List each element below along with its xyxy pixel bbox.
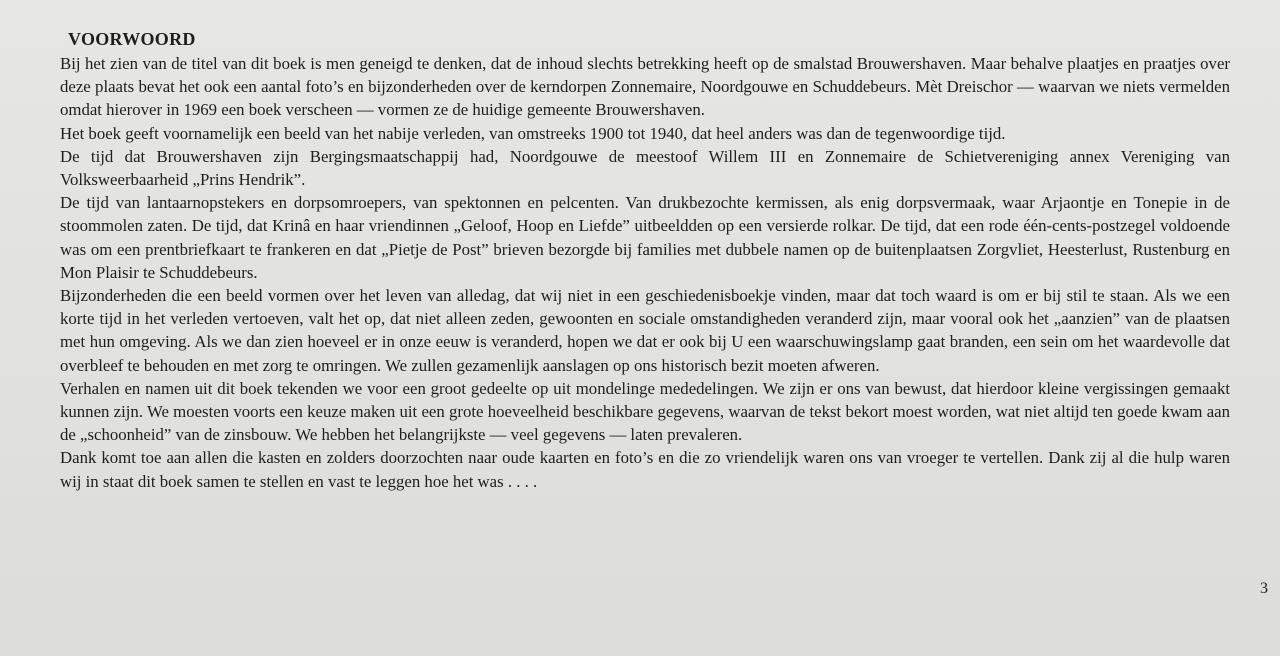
paragraph-sources: Verhalen en namen uit dit boek tekenden we voor een groot gedeelte op uit mondelinge mededelingen. We zijn er ons van bewust, dat hierdoor kleine vergissingen gemaakt kunnen zijn. We moesten voorts een keuze maken uit een grote hoeveelheid beschikbare gegevens, waarvan de tekst bekort moest worden, wat niet altijd ten goede kwam aan de „schoonheid” van de zinsbouw. We hebben het belangrijkste — veel gegevens — laten prevaleren. xyxy=(60,378,1230,445)
foreword-body xyxy=(60,52,1230,493)
paragraph-institutions: De tijd dat Brouwershaven zijn Bergingsmaatschappij had, Noordgouwe de meestoof Willem III en Zonnemaire de Schietvereniging annex Vereniging van Volksweerbaarheid „Prins Hendrik”. xyxy=(60,146,1230,190)
page-number: 3 xyxy=(1260,580,1268,597)
page-heading: VOORWOORD xyxy=(68,29,196,49)
paragraph-intro: Bij het zien van de titel van dit boek is men geneigd te denken, dat de inhoud slechts betrekking heeft op de smalstad Brouwershaven. Maar behalve plaatjes en praatjes over deze plaats bevat het ook een aantal foto’s en bijzonderheden over de kerndorpen Zonnemaire, Noordgouwe en Schuddebeurs. Mèt Dreischor — waarvan we niets vermelden omdat hierover in 1969 een boek verscheen — vormen ze de huidige gemeente Brouwershaven. xyxy=(60,54,1230,120)
book-page xyxy=(60,26,1230,493)
paragraph-details: Bijzonderheden die een beeld vormen over het leven van alledag, dat wij niet in een geschiedenisboekje vinden, maar dat toch waard is om er bij stil te staan. Als we een korte tijd in het verleden vertoeven, valt het op, dat niet alleen zeden, gewoonten en sociale omstandigheden veranderd zijn, maar vooral ook het „aanzien” van de plaatsen met hun omgeving. Als we dan zien hoeveel er in onze eeuw is veranderd, hopen we dat er ook bij U een waarschuwingslamp gaat branden, een sein om het waardevolle dat overbleef te behouden en met zorg te omringen. We zullen gezamenlijk aanslagen op ons historisch bezit moeten afweren. xyxy=(60,286,1230,375)
paragraph-daily-life: De tijd van lantaarnopstekers en dorpsomroepers, van spektonnen en pelcenten. Van drukbezochte kermissen, als enig dorpsvermaak, waar Arjaontje en Tonepie in de stoommolen zaten. De tijd, dat Krinâ en haar vriendinnen „Geloof, Hoop en Liefde” uitbeeldden op een versierde rolkar. De tijd, dat een rode één-cents-postzegel voldoende was om een prentbriefkaart te frankeren en dat „Pietje de Post” brieven bezorgde bij families met dubbele namen op de buitenplaatsen Zorgvliet, Heesterlust, Rustenburg en Mon Plaisir te Schuddebeurs. xyxy=(60,193,1230,282)
paragraph-period: Het boek geeft voornamelijk een beeld van het nabije verleden, van omstreeks 1900 tot 1940, dat heel anders was dan de tegenwoordige tijd. xyxy=(60,123,1006,143)
paragraph-thanks: Dank komt toe aan allen die kasten en zolders doorzochten naar oude kaarten en foto’s en die zo vriendelijk waren ons van vroeger te vertellen. Dank zij al die hulp waren wij in staat dit boek samen te stellen en vast te leggen hoe het was . . . . xyxy=(60,448,1230,491)
